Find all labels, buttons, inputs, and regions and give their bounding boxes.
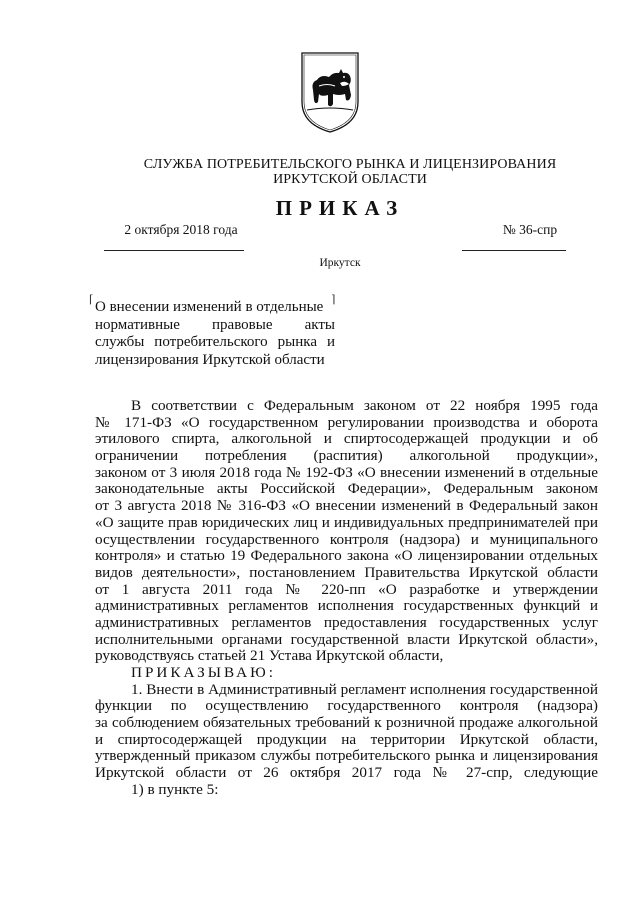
body-line: законом от 3 июля 2018 года № 192-ФЗ «О внесении изменений в отдельные (95, 464, 598, 481)
body-line: 1. Внести в Административный регламент исполнения государственной (131, 681, 598, 698)
agency-name-line-1: СЛУЖБА ПОТРЕБИТЕЛЬСКОГО РЫНКА И ЛИЦЕНЗИРОВАНИЯ (143, 157, 557, 172)
body-line: утвержденный приказом службы потребительского рынка и лицензирования (95, 748, 598, 765)
body-line: функции по осуществлению государственного контроля (надзора) (95, 698, 598, 715)
subject-line: нормативные правовые акты (95, 316, 335, 333)
body-line: В соответствии с Федеральным законом от 22 ноября 1995 года (131, 398, 598, 414)
body-line: 1) в пункте 5: (131, 781, 219, 798)
coat-of-arms-emblem (299, 50, 361, 134)
document-date: 2 октября 2018 года (124, 222, 238, 237)
body-line: и спиртосодержащей продукции на территории Иркутской области, (95, 731, 598, 748)
body-line: «О защите прав юридических лиц и индивидуальных предпринимателей при (95, 514, 598, 531)
order-keyword: ПРИКАЗЫВАЮ: (131, 665, 276, 681)
subject-line: лицензирования Иркутской области (95, 351, 325, 368)
document-city: Иркутск (319, 257, 361, 269)
document-body (95, 398, 598, 799)
body-line: от 3 августа 2018 № 316-ФЗ «О внесении изменений в Федеральный закон (95, 498, 598, 515)
subject-line: О внесении изменений в отдельные (95, 299, 324, 315)
number-underline (462, 250, 566, 251)
body-line: № 171-ФЗ «О государственном регулировании производства и оборота (95, 414, 598, 431)
body-line: исполнительными органами государственной власти Иркутской области», (95, 631, 598, 648)
document-subject (95, 299, 335, 369)
body-line: за соблюдением обязательных требований к розничной продаже алкогольной (95, 715, 598, 732)
subject-line: службы потребительского рынка и (95, 334, 335, 351)
body-line: административных регламентов исполнения государственных функций и (95, 598, 598, 615)
date-underline (104, 250, 244, 251)
body-line: Иркутской области от 26 октября 2017 года № 27-спр, следующие (95, 765, 598, 782)
body-line: видов деятельности», постановлением Правительства Иркутской области (95, 564, 598, 581)
subject-bracket-right: ⌉ (331, 294, 336, 306)
agency-name-line-2: ИРКУТСКОЙ ОБЛАСТИ (273, 172, 427, 187)
body-line: этилового спирта, алкогольной и спиртосодержащей продукции и об (95, 431, 598, 448)
subject-bracket-left: ⌈ (89, 294, 94, 306)
body-line: руководствуясь статьей 21 Устава Иркутской области, (95, 648, 444, 665)
body-line: контроля» и статью 19 Федерального закона «О лицензировании отдельных (95, 548, 598, 565)
body-line: законодательные акты Российской Федерации», Федеральным законом (95, 481, 598, 498)
body-line: от 1 августа 2011 года № 220-пп «О разработке и утверждении (95, 581, 598, 598)
body-line: осуществлении государственного контроля (надзора) и муниципального (95, 531, 598, 548)
document-title: ПРИКАЗ (275, 196, 405, 220)
body-line: ограничении потребления (распития) алкогольной продукции», (95, 448, 598, 465)
body-line: административных регламентов предоставления государственных услуг (95, 614, 598, 631)
document-number: № 36-спр (502, 222, 558, 237)
irkutsk-coat-of-arms-icon (299, 50, 361, 134)
